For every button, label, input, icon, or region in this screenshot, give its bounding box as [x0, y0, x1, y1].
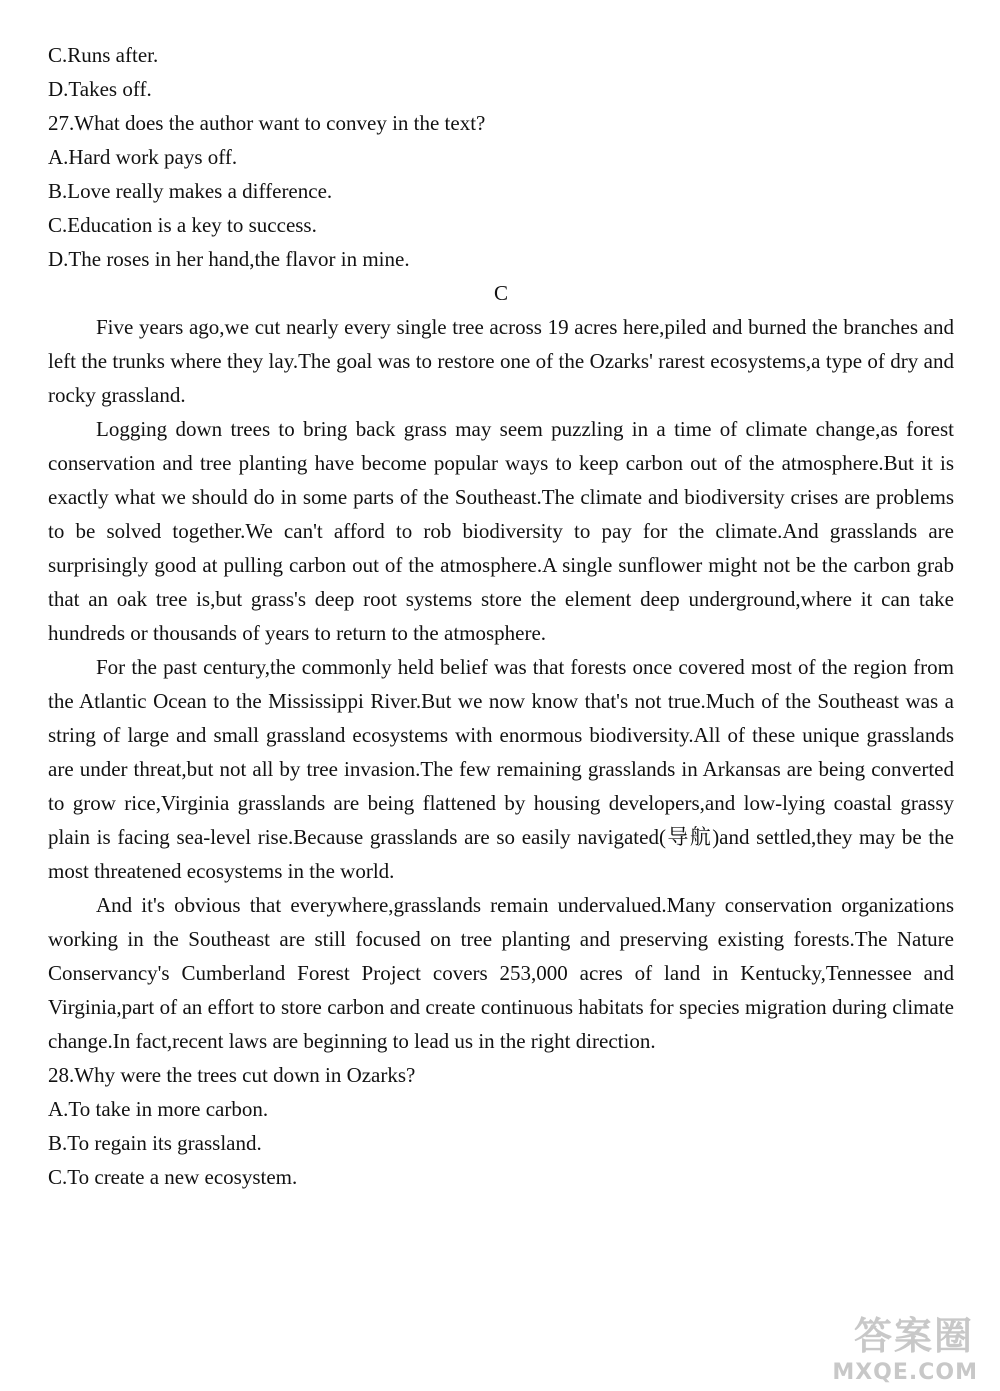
q28-option-b: B.To regain its grassland.: [48, 1131, 262, 1155]
watermark-url: MXQE.COM: [832, 1360, 978, 1385]
watermark-title: 答案圈: [853, 1314, 974, 1358]
q27-question: 27.What does the author want to convey in the text?: [48, 111, 486, 135]
q27-option-d: D.The roses in her hand,the flavor in mine.: [48, 247, 410, 271]
section-heading: C: [493, 281, 508, 305]
q26-option-c: C.Runs after.: [48, 43, 159, 67]
q27-option-a: A.Hard work pays off.: [48, 145, 238, 169]
passage-paragraph-4: And it's obvious that everywhere,grasslands remain undervalued.Many conservation organizations working in the Southeast are still focused on tree planting and preserving existing forests.The Nature Conservancy's Cumberland Forest Project covers 253,000 acres of land in Kentucky,Tennessee and Virginia,part of an effort to store carbon and create continuous habitats for species migration during climate change.In fact,recent laws are beginning to lead us in the right direction.: [48, 893, 954, 1053]
q28-option-a: A.To take in more carbon.: [48, 1097, 269, 1121]
q28-option-c: C.To create a new ecosystem.: [48, 1165, 298, 1189]
passage-paragraph-2: Logging down trees to bring back grass may seem puzzling in a time of climate change,as forest conservation and tree planting have become popular ways to keep carbon out of the atmosphere.But it is exactly what we should do in some parts of the Southeast.The climate and biodiversity crises are problems to be solved together.We can't afford to rob biodiversity to pay for the climate.And grasslands are surprisingly good at pulling carbon out of the atmosphere.A single sunflower might not be the carbon grab that an oak tree is,but grass's deep root systems store the element deep underground,where it can take hundreds or thousands of years to return to the atmosphere.: [48, 417, 954, 645]
q27-option-b: B.Love really makes a difference.: [48, 179, 333, 203]
passage-paragraph-1: Five years ago,we cut nearly every single tree across 19 acres here,piled and burned the branches and left the trunks where they lay.The goal was to restore one of the Ozarks' rarest ecosystems,a type of dry and rocky grassland.: [48, 315, 954, 407]
q27-option-c: C.Education is a key to success.: [48, 213, 317, 237]
document-page: [48, 38, 954, 1194]
watermark-logo: [832, 1305, 978, 1385]
passage-paragraph-3: For the past century,the commonly held belief was that forests once covered most of the region from the Atlantic Ocean to the Mississippi River.But we now know that's not true.Much of the Southeast was a string of large and small grassland ecosystems with enormous biodiversity.All of these unique grasslands are under threat,but not all by tree invasion.The few remaining grasslands in Arkansas are being converted to grow rice,Virginia grasslands are being flattened by housing developers,and low-lying coastal grassy plain is facing sea-level rise.Because grasslands are so easily navigated(导航)and settled,they may be the most threatened ecosystems in the world.: [48, 655, 954, 883]
q28-question: 28.Why were the trees cut down in Ozarks?: [48, 1063, 416, 1087]
q26-option-d: D.Takes off.: [48, 77, 152, 101]
